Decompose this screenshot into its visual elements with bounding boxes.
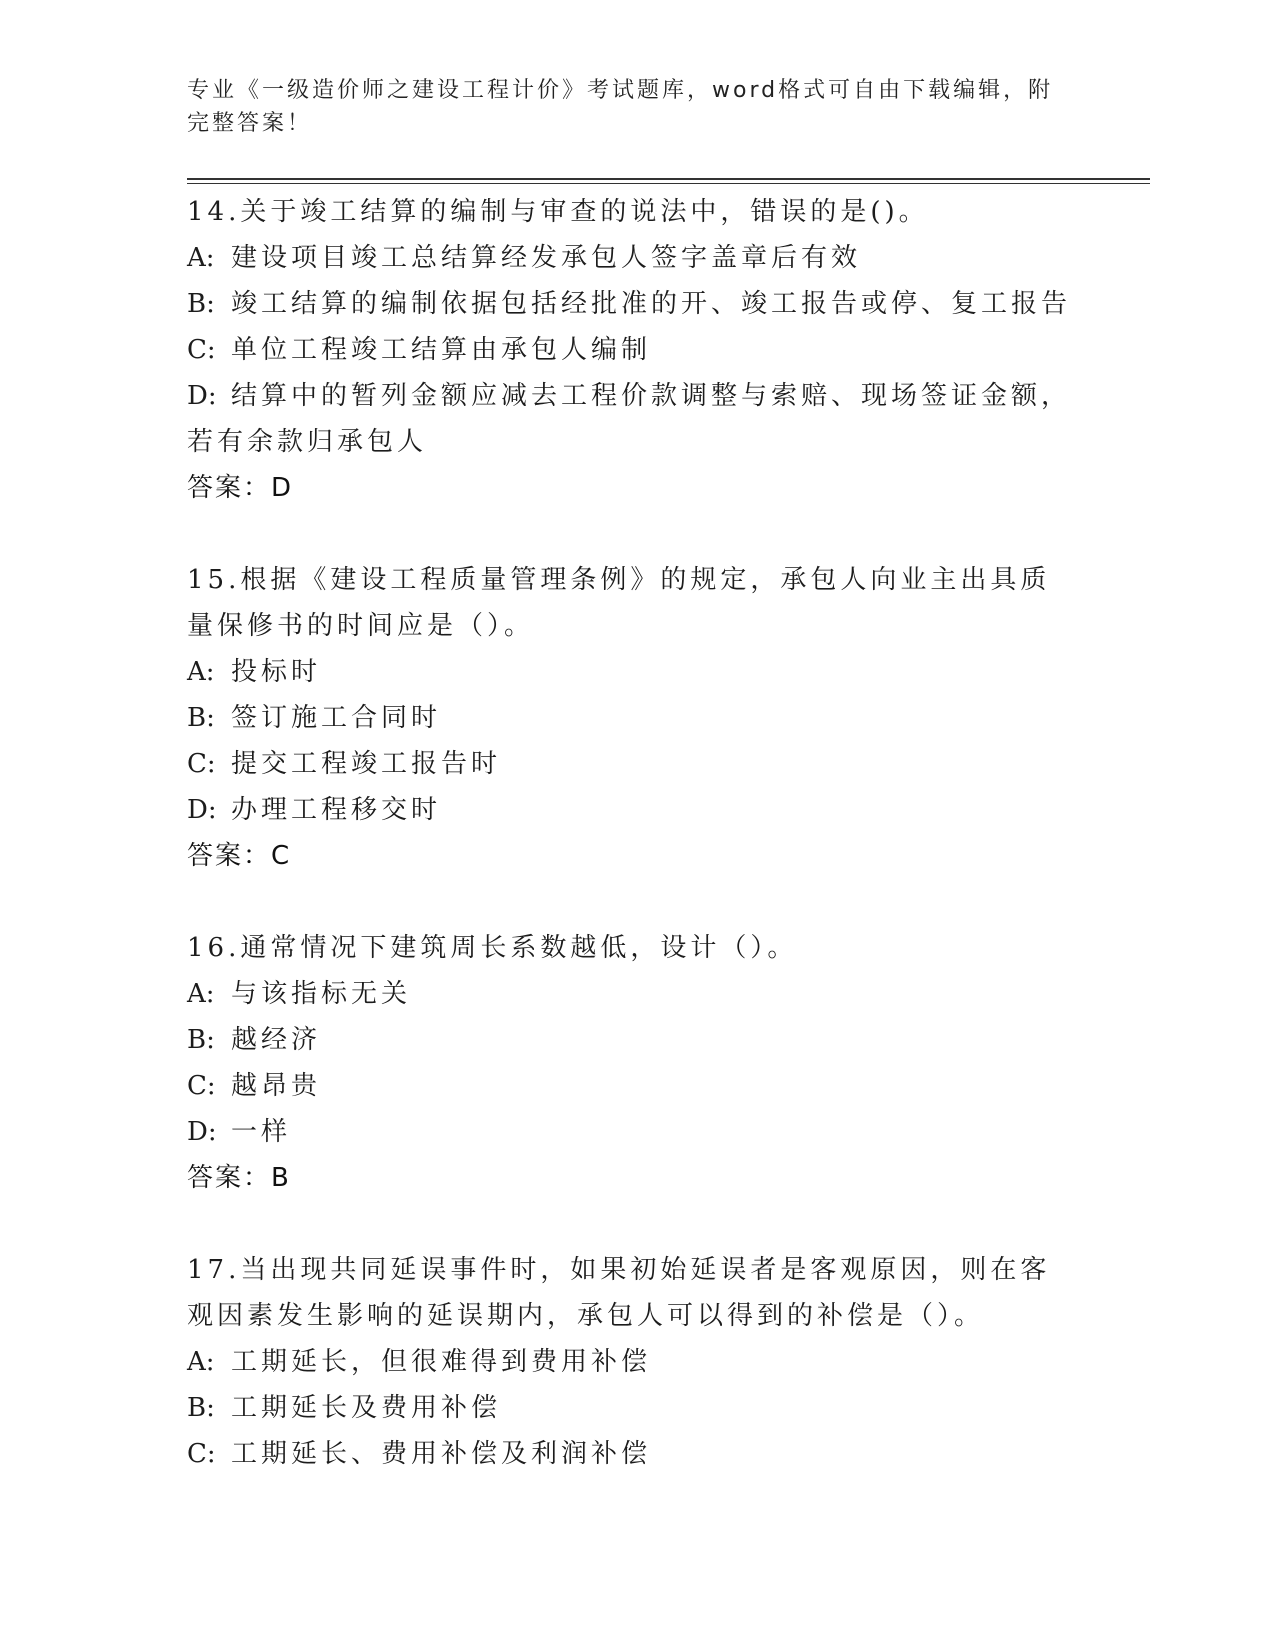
option-letter: A: [187,657,215,687]
option-text: 竣工结算的编制依据包括经批准的开、竣工报告或停、复工报告 [231,289,1072,319]
question-15 [187,557,1077,879]
option-text: 越昂贵 [231,1071,322,1101]
option-letter: C: [187,749,216,779]
option-c [187,741,1077,787]
question-16 [187,925,1077,1201]
answer-line: 答案：B [187,1163,291,1193]
option-text: 越经济 [231,1025,322,1055]
option-letter: A: [187,243,215,273]
option-letter: C: [187,335,216,365]
option-text: 工期延长及费用补偿 [231,1393,502,1423]
option-text: 工期延长，但很难得到费用补偿 [231,1347,652,1377]
option-d [187,1109,1077,1155]
option-b [187,281,1077,327]
option-text: 投标时 [231,657,322,687]
question-14 [187,189,1077,511]
option-letter: C: [187,1439,216,1469]
option-letter: B: [187,1393,215,1423]
answer-line: 答案：C [187,841,292,871]
option-text: 提交工程竣工报告时 [231,749,502,779]
option-text: 单位工程竣工结算由承包人编制 [231,335,652,365]
option-a [187,971,1077,1017]
option-c [187,1063,1077,1109]
option-letter: D: [187,795,217,825]
option-letter: A: [187,979,215,1009]
option-letter: A: [187,1347,215,1377]
question-17 [187,1247,1077,1477]
document-header: 专业《一级造价师之建设工程计价》考试题库，word格式可自由下载编辑，附完整答案！ [187,78,1054,136]
question-stem: 16.通常情况下建筑周长系数越低，设计（）。 [187,933,798,963]
option-text: 一样 [231,1117,292,1147]
option-letter: D: [187,1117,217,1147]
header-divider-thick [187,178,1150,180]
option-a [187,649,1077,695]
question-stem: 14.关于竣工结算的编制与审查的说法中，错误的是()。 [187,197,929,227]
option-letter: C: [187,1071,216,1101]
option-c [187,1431,1077,1477]
option-letter: B: [187,1025,215,1055]
question-list [187,189,1077,1523]
option-b [187,1017,1077,1063]
option-a [187,235,1077,281]
option-text: 与该指标无关 [231,979,412,1009]
option-b [187,695,1077,741]
option-text: 结算中的暂列金额应减去工程价款调整与索赔、现场签证金额，若有余款归承包人 [187,381,1072,457]
option-letter: D: [187,381,217,411]
question-stem: 17.当出现共同延误事件时，如果初始延误者是客观原因，则在客观因素发生影响的延误期内，承包人可以得到的补偿是（）。 [187,1255,1051,1331]
option-c [187,327,1077,373]
option-b [187,1385,1077,1431]
option-text: 工期延长、费用补偿及利润补偿 [231,1439,652,1469]
option-text: 办理工程移交时 [231,795,442,825]
option-a [187,1339,1077,1385]
answer-line: 答案：D [187,473,294,503]
question-stem: 15.根据《建设工程质量管理条例》的规定，承包人向业主出具质量保修书的时间应是（）。 [187,565,1051,641]
option-d [187,373,1077,465]
option-letter: B: [187,289,215,319]
option-letter: B: [187,703,215,733]
option-d [187,787,1077,833]
option-text: 签订施工合同时 [231,703,442,733]
header-divider-thin [187,183,1150,184]
option-text: 建设项目竣工总结算经发承包人签字盖章后有效 [231,243,862,273]
